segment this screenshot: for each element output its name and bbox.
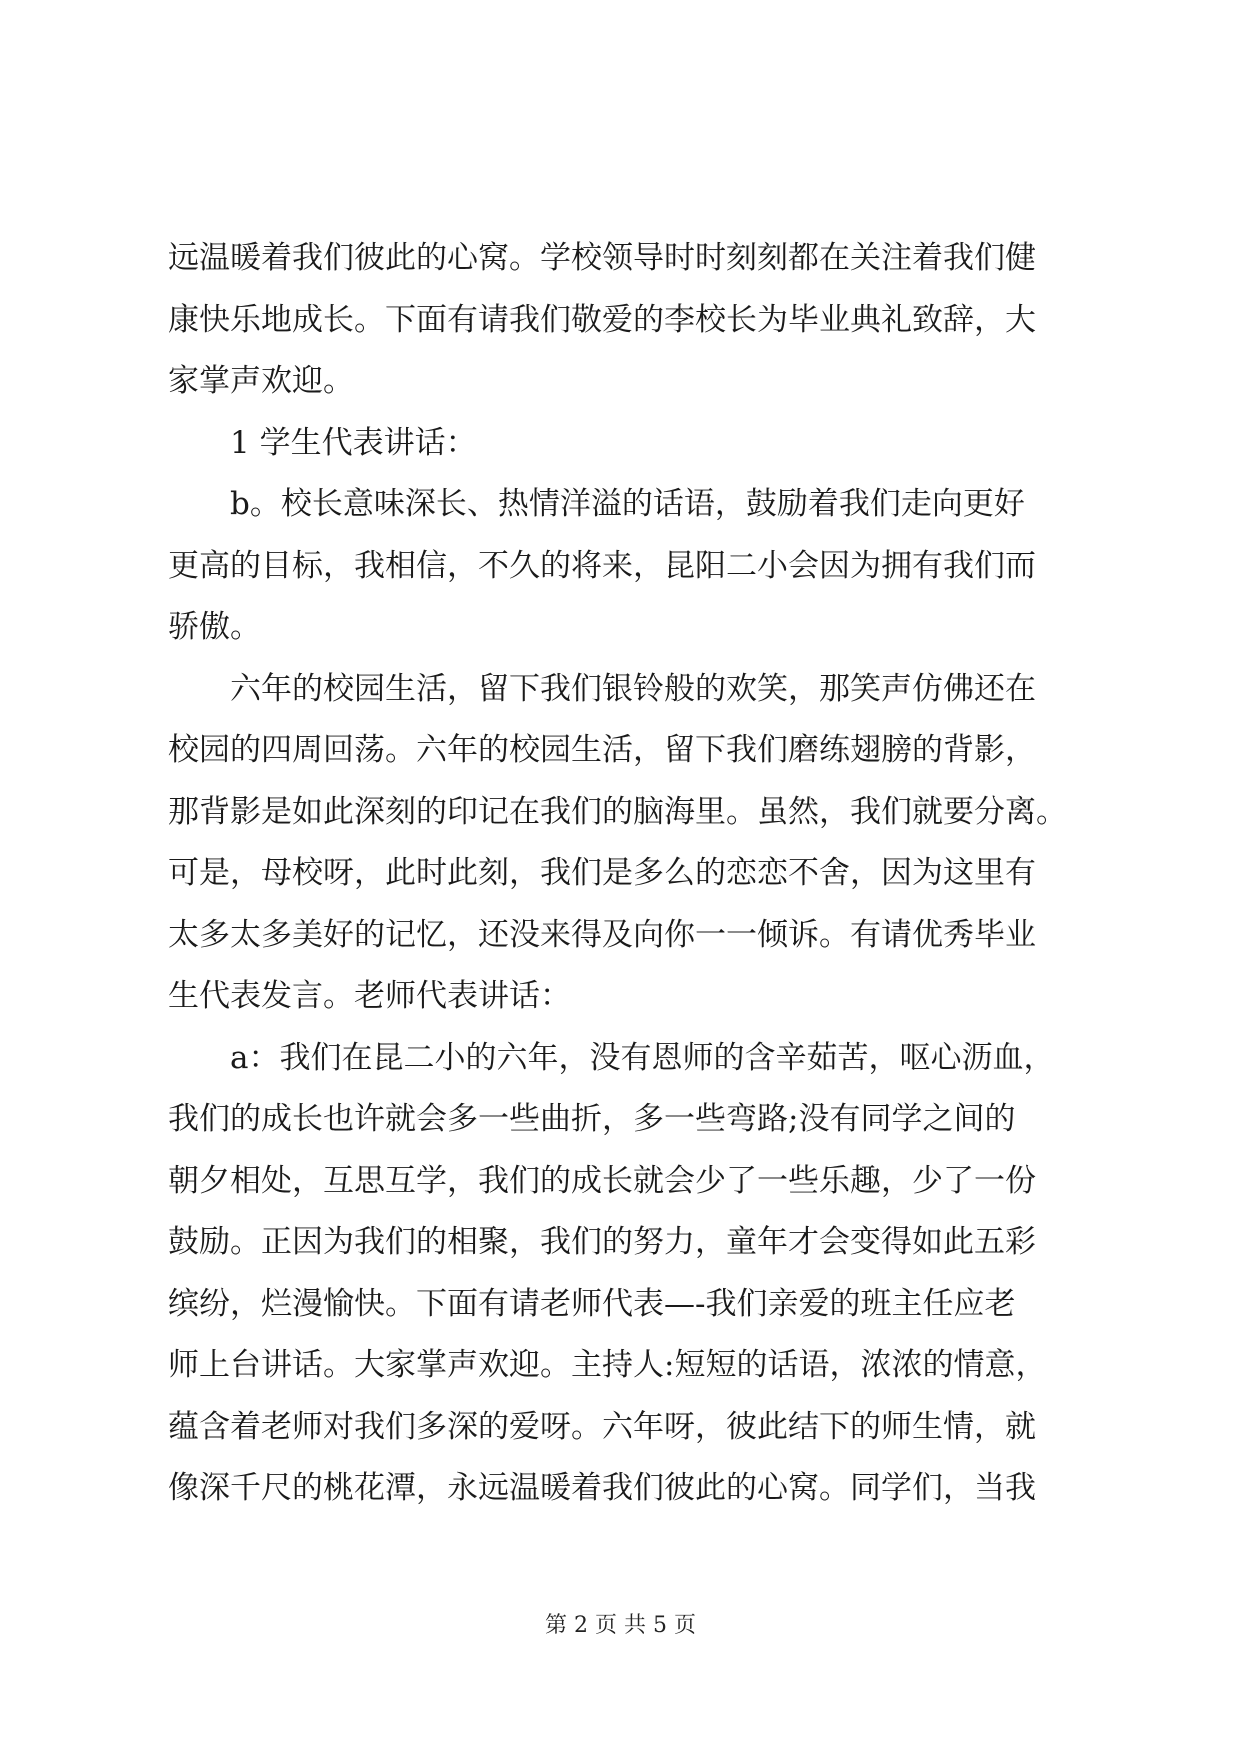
text-line: 校园的四周回荡。六年的校园生活，留下我们磨练翅膀的背影， bbox=[168, 732, 1036, 768]
text-line: 我们的成长也许就会多一些曲折，多一些弯路;没有同学之间的 bbox=[168, 1101, 1016, 1137]
text-line: 家掌声欢迎。 bbox=[168, 363, 354, 399]
paragraph bbox=[168, 413, 1078, 475]
document-body bbox=[168, 228, 1078, 1520]
text-line: 六年的校园生活，留下我们银铃般的欢笑，那笑声仿佛还在 bbox=[230, 670, 1036, 707]
text-line: 那背影是如此深刻的印记在我们的脑海里。虽然，我们就要分离。 bbox=[168, 793, 1067, 830]
text-line: 鼓励。正因为我们的相聚，我们的努力，童年才会变得如此五彩 bbox=[168, 1224, 1036, 1260]
text-line: a：我们在昆二小的六年，没有恩师的含辛茹苦，呕心沥血， bbox=[230, 1039, 1055, 1076]
page-footer: 第 2 页 共 5 页 bbox=[545, 1613, 696, 1638]
text-line: 像深千尺的桃花潭，永远温暖着我们彼此的心窝。同学们，当我 bbox=[168, 1470, 1036, 1506]
text-line: 骄傲。 bbox=[168, 609, 261, 645]
text-line: 朝夕相处，互思互学，我们的成长就会少了一些乐趣，少了一份 bbox=[168, 1162, 1036, 1199]
text-line: b。校长意味深长、热情洋溢的话语，鼓励着我们走向更好 bbox=[230, 486, 1025, 522]
text-line: 蕴含着老师对我们多深的爱呀。六年呀，彼此结下的师生情，就 bbox=[168, 1408, 1036, 1445]
paragraph bbox=[168, 474, 1078, 659]
paragraph bbox=[168, 1028, 1078, 1520]
text-line: 太多太多美好的记忆，还没来得及向你一一倾诉。有请优秀毕业 bbox=[168, 916, 1036, 953]
text-line: 更高的目标，我相信，不久的将来，昆阳二小会因为拥有我们而 bbox=[168, 547, 1036, 584]
paragraph bbox=[168, 659, 1078, 1028]
text-line: 1 学生代表讲话： bbox=[230, 424, 477, 461]
text-line: 康快乐地成长。下面有请我们敬爱的李校长为毕业典礼致辞，大 bbox=[168, 301, 1036, 338]
text-line: 远温暖着我们彼此的心窝。学校领导时时刻刻都在关注着我们健 bbox=[168, 240, 1036, 276]
text-line: 可是，母校呀，此时此刻，我们是多么的恋恋不舍，因为这里有 bbox=[168, 855, 1036, 891]
text-line: 师上台讲话。大家掌声欢迎。主持人:短短的话语，浓浓的情意， bbox=[168, 1347, 1047, 1383]
text-line: 缤纷，烂漫愉快。下面有请老师代表—-我们亲爱的班主任应老 bbox=[168, 1285, 1016, 1322]
paragraph bbox=[168, 228, 1078, 413]
text-line: 生代表发言。老师代表讲话： bbox=[168, 978, 571, 1014]
